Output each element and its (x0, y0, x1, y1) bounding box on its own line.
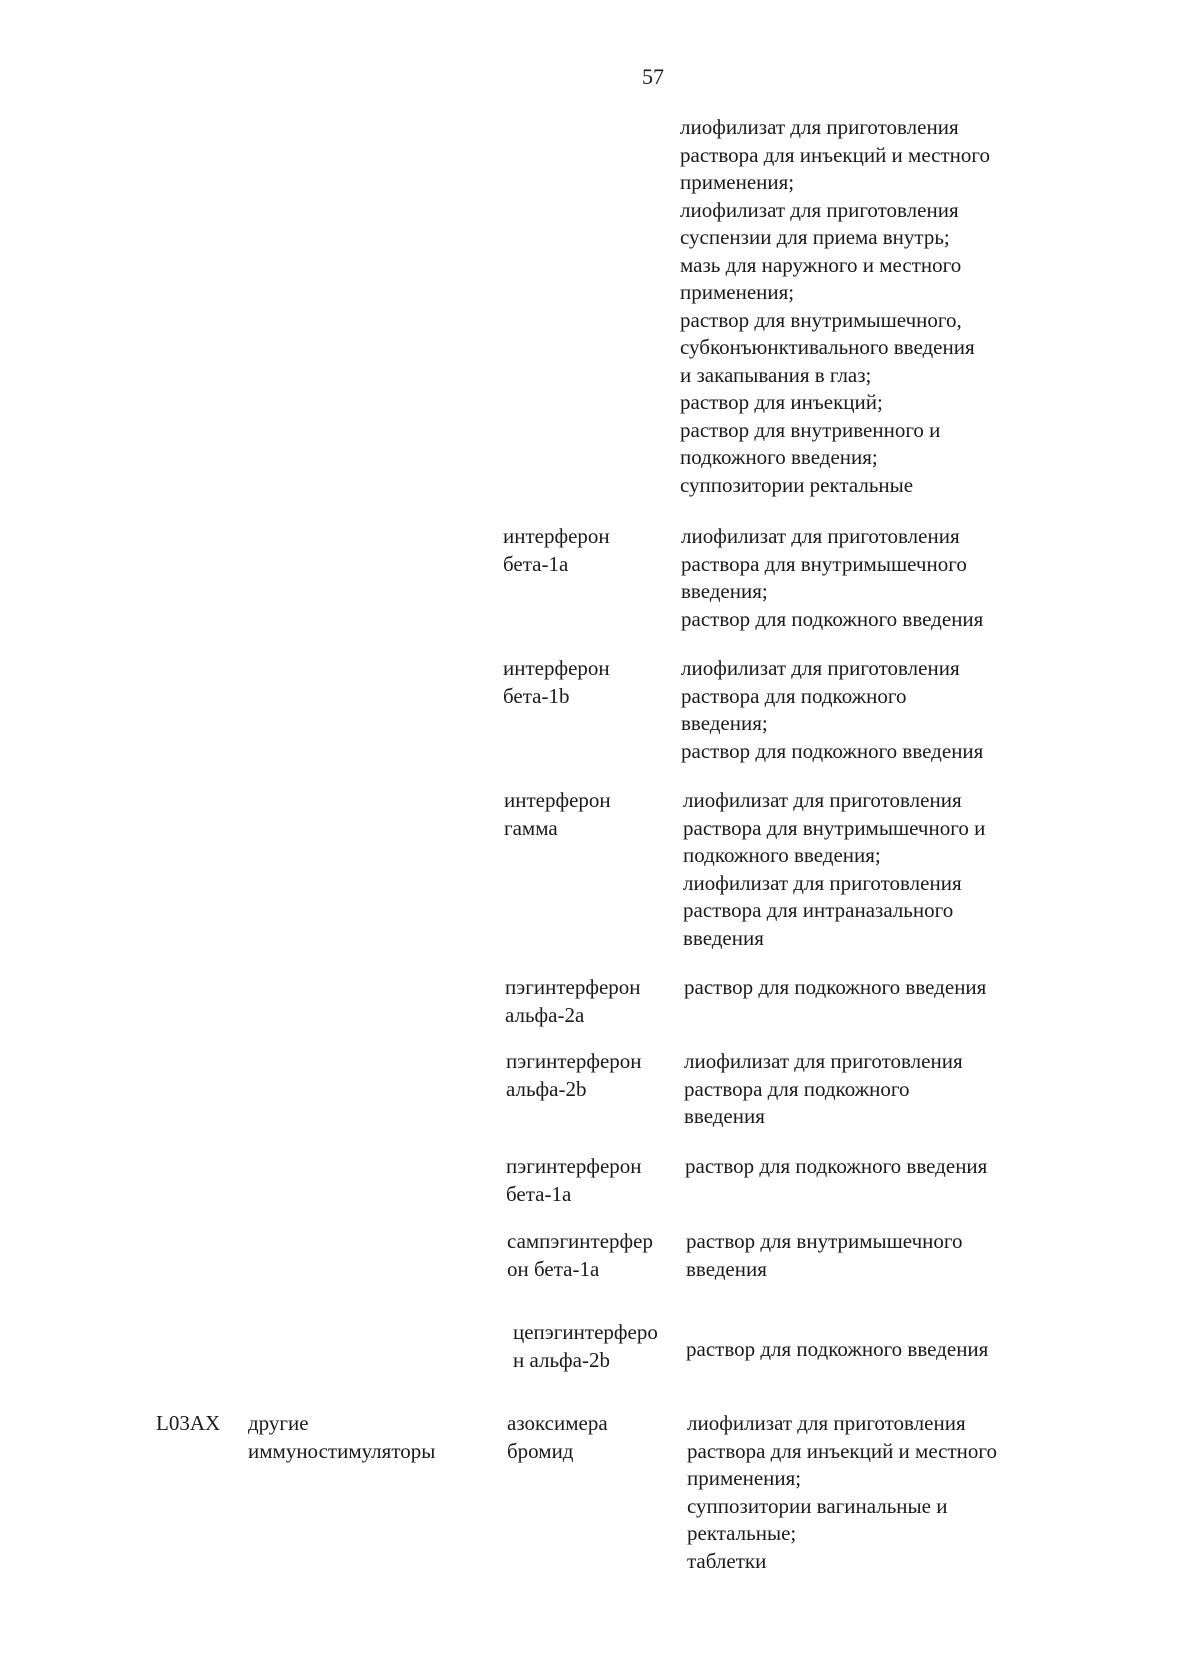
dosage-forms: раствор для внутримышечного введения (686, 1229, 963, 1281)
dosage-forms: раствор для подкожного введения (684, 975, 987, 999)
atc-group-name: другие иммуностимуляторы (248, 1411, 436, 1463)
dosage-forms: лиофилизат для приготовления раствора для инъекций и местного применения; суппозитории вагинальные и ректальные; таблетки (687, 1411, 998, 1573)
dosage-forms: лиофилизат для приготовления раствора для внутримышечного и подкожного введения; лиофилизат для приготовления раствора для интраназального введения (683, 788, 986, 950)
drug-name: цепэгинтерферо н альфа-2b (513, 1320, 658, 1372)
dosage-forms: раствор для подкожного введения (685, 1154, 988, 1178)
dosage-forms: лиофилизат для приготовления раствора для подкожного введения; раствор для подкожного введения (681, 656, 984, 763)
form-line: подкожного введения; (680, 445, 878, 469)
form-line: раствор для внутривенного и (680, 417, 941, 442)
drug-name: азоксимера бромид (507, 1411, 608, 1463)
drug-name: пэгинтерферон альфа-2a (505, 975, 641, 1027)
form-line: раствора для инъекций и местного (680, 142, 991, 167)
form-line: раствор для внутримышечного, (680, 307, 962, 332)
dosage-forms: лиофилизат для приготовления раствора для внутримышечного введения; раствор для подкожного введения (681, 524, 984, 631)
form-line: суспензии для приема внутрь; (680, 225, 950, 249)
form-line: субконъюнктивального введения (680, 335, 975, 359)
form-line: применения; (680, 280, 795, 304)
form-line: суппозитории ректальные (680, 472, 914, 497)
dosage-forms: лиофилизат для приготовления раствора для подкожного введения (684, 1049, 963, 1128)
drug-name: сампэгинтерфер он бета-1a (507, 1229, 653, 1281)
forms-continued (680, 114, 990, 499)
form-line: и закапывания в глаз; (680, 362, 872, 387)
page-number: 57 (642, 64, 664, 89)
drug-name: пэгинтерферон бета-1a (506, 1154, 642, 1206)
drug-name: пэгинтерферон альфа-2b (506, 1049, 642, 1101)
form-line: применения; (680, 170, 795, 194)
atc-code: L03AX (156, 1411, 221, 1435)
form-line: мазь для наружного и местного (680, 252, 962, 277)
drug-name: интерферон гамма (504, 788, 611, 840)
drug-name: интерферон бета-1b (503, 656, 610, 708)
drug-name: интерферон бета-1a (503, 524, 610, 576)
form-line: раствор для инъекций; (680, 390, 883, 414)
form-line: лиофилизат для приготовления (680, 115, 959, 139)
dosage-forms: раствор для подкожного введения (686, 1337, 989, 1361)
form-line: лиофилизат для приготовления (680, 197, 959, 222)
